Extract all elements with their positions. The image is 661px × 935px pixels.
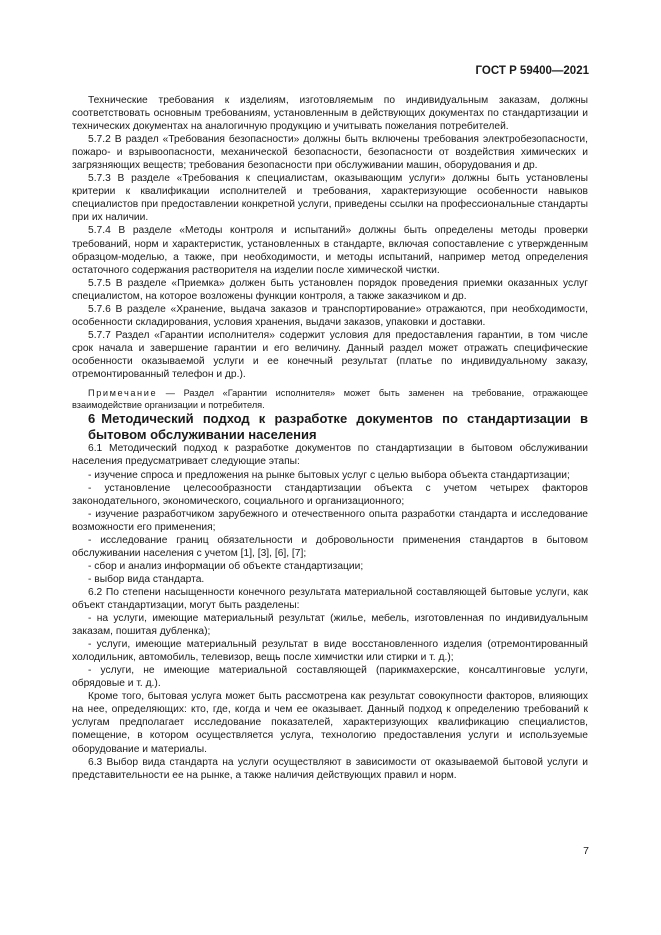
list-item: - установление целесообразности стандартизации объекта с учетом четырех факторов законодательного, экономического, социального и организационного; (72, 482, 588, 507)
note-label: Примечание (88, 388, 158, 399)
list-item: - изучение разработчиком зарубежного и отечественного опыта разработки стандарта и исследование возможности его применения; (72, 508, 588, 533)
paragraph: Технические требования к изделиям, изготовляемым по индивидуальным заказам, должны соответствовать основным требованиям, установленным в действующих документах по стандартизации и технических документах на аналогичную продукцию и учитывать пожелания потребителей. (72, 95, 588, 133)
list-item: - услуги, не имеющие материальной составляющей (парикмахерские, консалтинговые услуги, обрядовые и т. д.). (72, 665, 588, 690)
page-number: 7 (583, 845, 589, 857)
paragraph-5-7-6: 5.7.6 В разделе «Хранение, выдача заказов и транспортирование» отражаются, при необходимости, особенности складирования, условия хранения, выдачи заказов, упаковки и доставки. (72, 303, 588, 328)
paragraph-5-7-5: 5.7.5 В разделе «Приемка» должен быть установлен порядок проведения приемки оказанных услуг специалистом, на которое возложены функции контроля, а также заказчиком и др. (72, 277, 588, 302)
paragraph-5-7-3: 5.7.3 В разделе «Требования к специалистам, оказывающим услуги» должны быть установлены критерии к квалификации исполнителей и требования, характеризующие особенности навыков специалистов при предоставлении конкретной услуги, приведены ссылки на профессиональные стандарты при их наличии. (72, 173, 588, 224)
paragraph-6-3: 6.3 Выбор вида стандарта на услуги осуществляют в зависимости от оказываемой бытовой услуги и представительности ее на рынке, а также наличия действующих правил и норм. (72, 756, 588, 781)
document-body (72, 94, 588, 782)
section-title: Методический подход к разработке документов по стандартизации в бытовом обслуживании населения (88, 411, 588, 442)
section-heading (72, 411, 588, 442)
list-item: - исследование границ обязательности и добровольности применения стандартов в бытовом обслуживании населения с учетом [1], [3], [6], [7]; (72, 534, 588, 559)
paragraph-6-1: 6.1 Методический подход к разработке документов по стандартизации в бытовом обслуживании населения предусматривает следующие этапы: (72, 443, 588, 468)
list-item: - услуги, имеющие материальный результат в виде восстановленного изделия (отремонтированный холодильник, автомобиль, телевизор, вещь после химчистки или стирки и т. д.); (72, 639, 588, 664)
paragraph-5-7-4: 5.7.4 В разделе «Методы контроля и испытаний» должны быть определены методы проверки требований, норм и характеристик, установленных в стандарте, включая сопоставление с утвержденным образцом-моделью, а также, при необходимости, и методы испытаний, например метод определения остаточного содержания растворителя на изделии после химической чистки. (72, 225, 588, 276)
paragraph-5-7-2: 5.7.2 В раздел «Требования безопасности» должны быть включены требования электробезопасности, пожаро- и взрывоопасности, механической безопасности, безопасности от воздействия химических и загрязняющих веществ; требования безопасности при обслуживании машин, оборудования и др. (72, 134, 588, 172)
note (72, 387, 588, 411)
section-number: 6 (88, 411, 96, 427)
list-item: - на услуги, имеющие материальный результат (жилье, мебель, изготовленная по индивидуальным заказам, пошитая дубленка); (72, 613, 588, 638)
paragraph: Кроме того, бытовая услуга может быть рассмотрена как результат совокупности факторов, влияющих на нее, определяющих: кто, где, когда и чем ее оказывает. Данный подход к определению требований к услугам предполагает исследование показателей, характеризующих квалификацию специалистов, помещение, в котором осуществляется услуга, технологию предоставления услуги и используемые оборудование и материалы. (72, 691, 588, 755)
paragraph-6-2: 6.2 По степени насыщенности конечного результата материальной составляющей бытовые услуги, как объект стандартизации, могут быть разделены: (72, 586, 588, 611)
list-item: - сбор и анализ информации об объекте стандартизации; (88, 560, 364, 572)
document-header: ГОСТ Р 59400—2021 (475, 65, 589, 77)
list-item: - изучение спроса и предложения на рынке бытовых услуг с целью выбора объекта стандартизации; (88, 469, 570, 481)
list-item: - выбор вида стандарта. (88, 573, 205, 585)
paragraph-5-7-7: 5.7.7 Раздел «Гарантии исполнителя» содержит условия для предоставления гарантии, в том числе срок начала и завершение гарантии и его величину. Данный раздел может отражать специфические особенности оказываемой услуги и ее конечный результат (платье по индивидуальному заказу, отремонтированный телефон и др.). (72, 329, 588, 380)
note-text: — Раздел «Гарантии исполнителя» может быть заменен на требование, отражающее взаимодействие организации и потребителя. (72, 388, 588, 411)
